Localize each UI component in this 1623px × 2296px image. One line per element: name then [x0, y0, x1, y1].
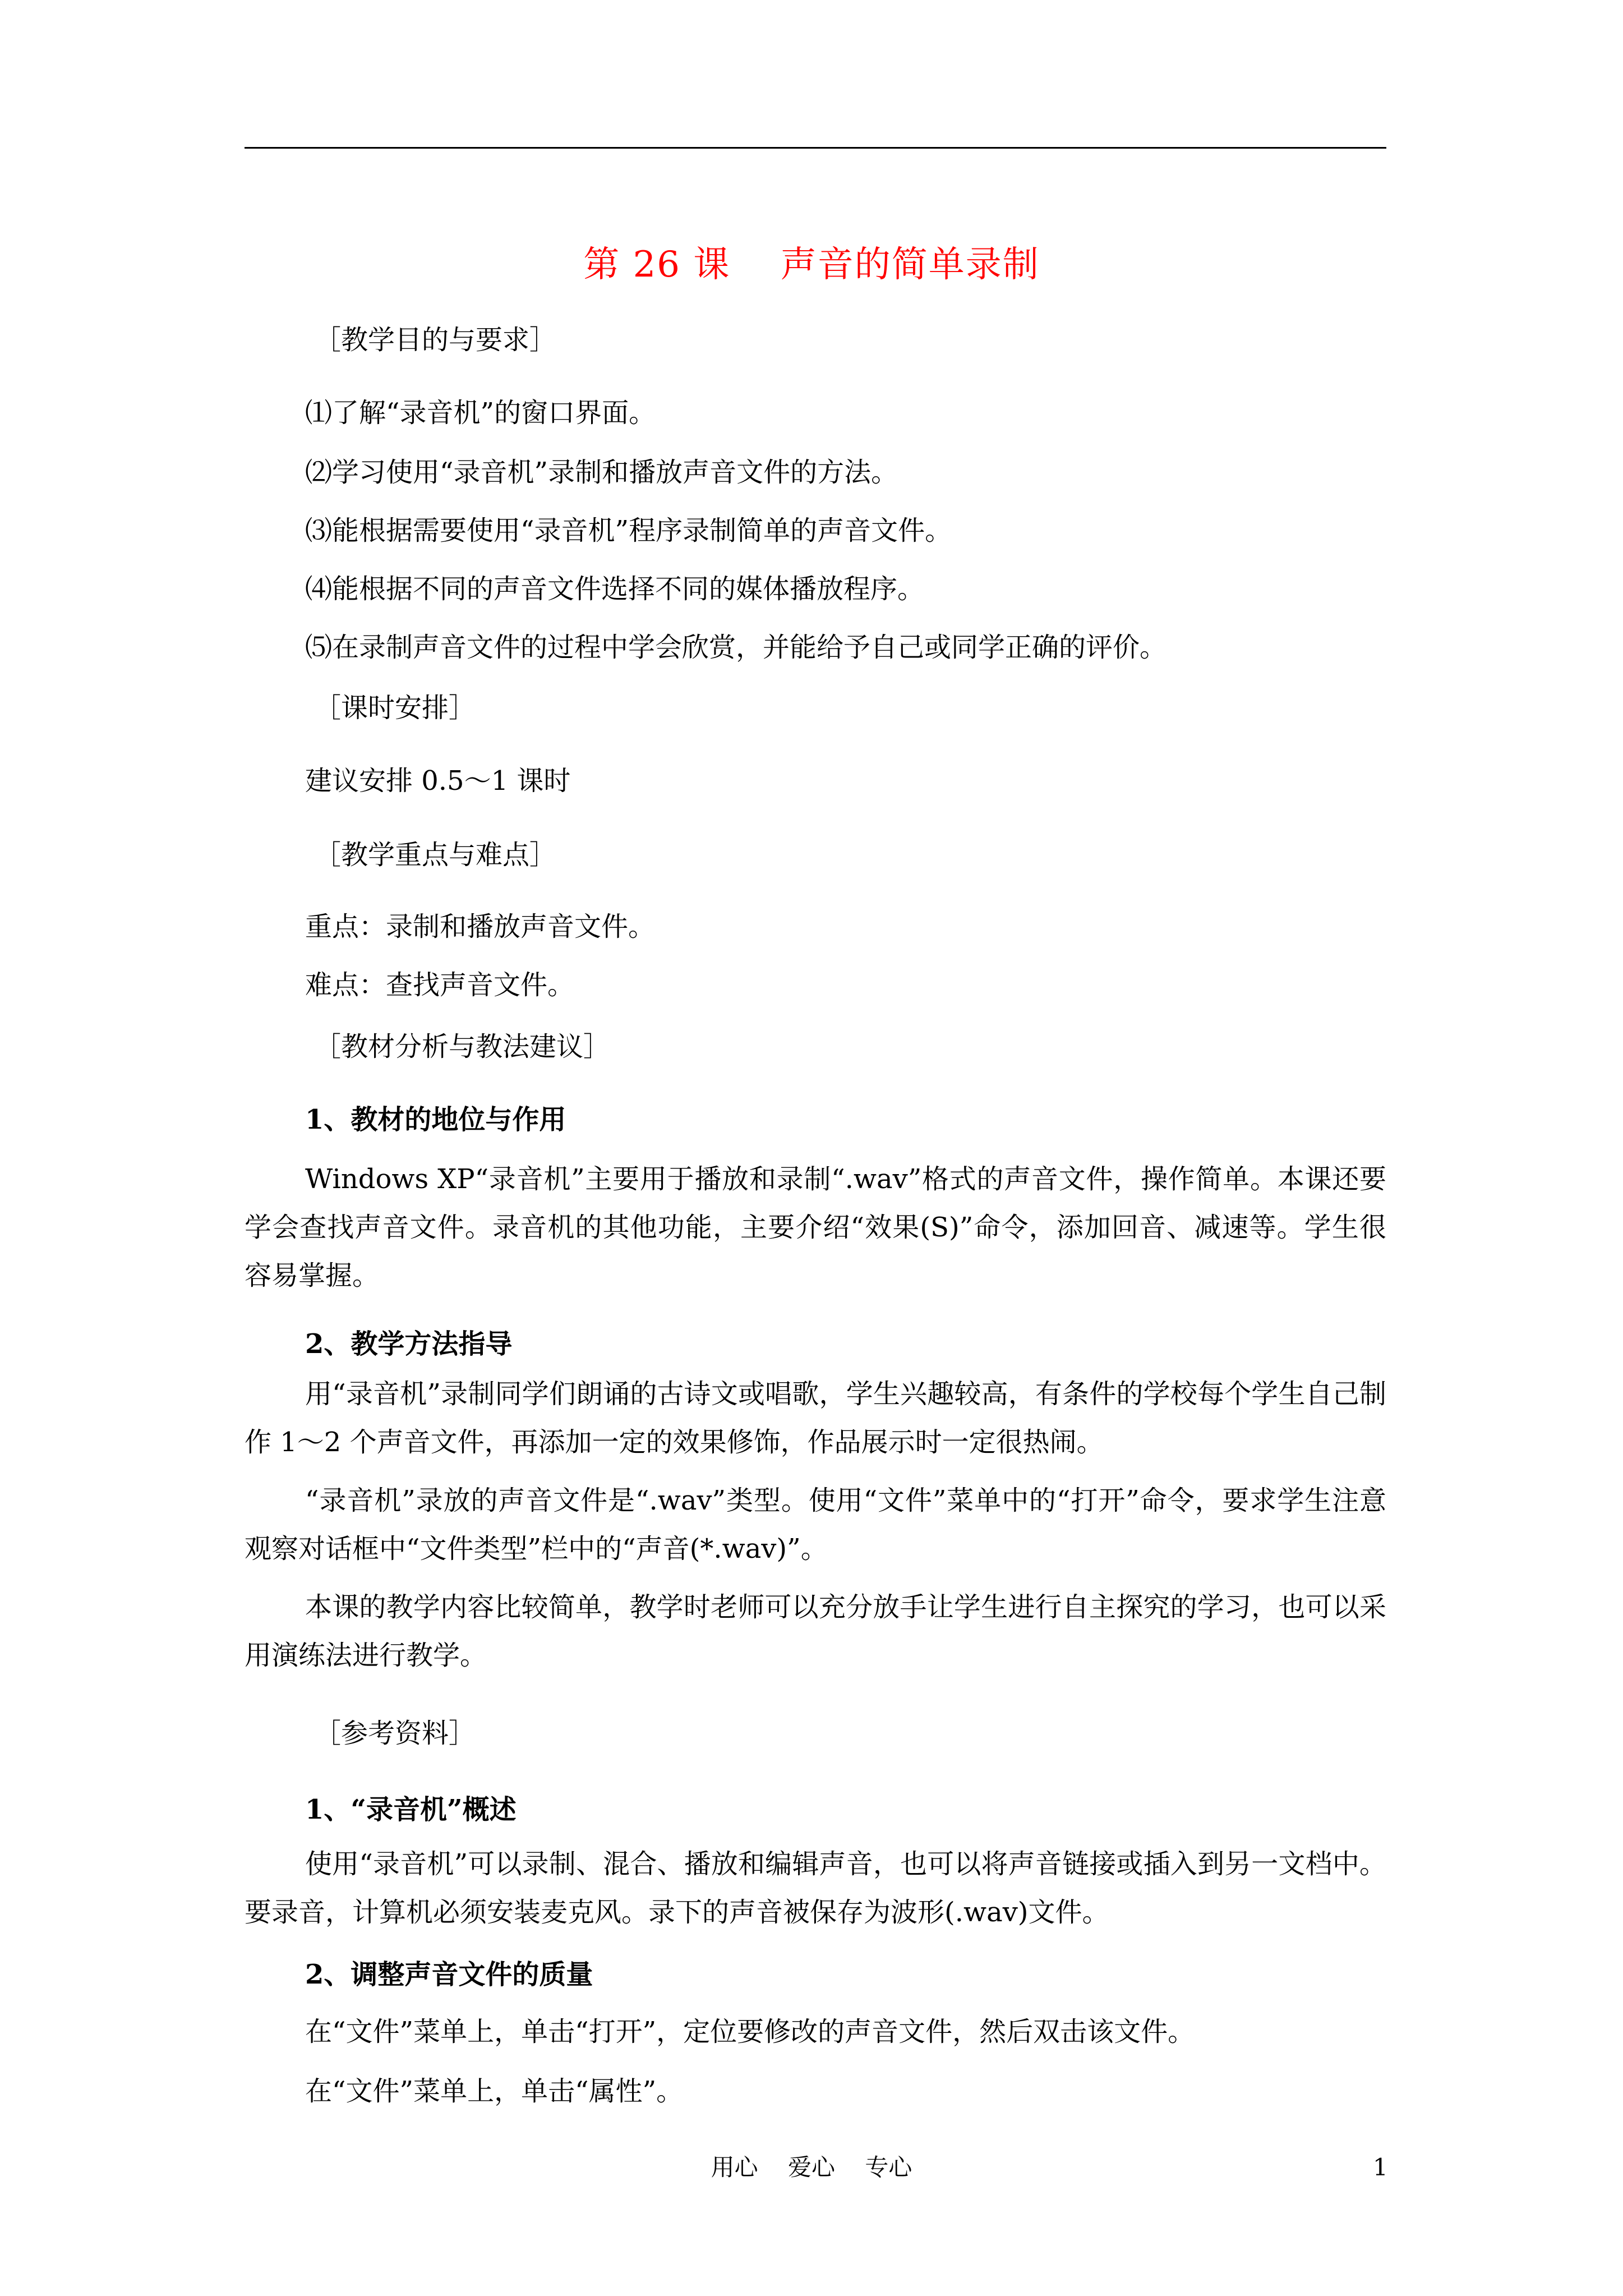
keypoint-text: 重点：录制和播放声音文件。 [305, 911, 656, 942]
objective-item: ⑸在录制声音文件的过程中学会欣赏，并能给予自己或同学正确的评价。 [305, 632, 1167, 663]
objectives-heading: ［教学目的与要求］ [314, 324, 557, 356]
analysis-heading: ［教材分析与教法建议］ [314, 1031, 611, 1062]
reference-subheading: 1、“录音机”概述 [305, 1794, 517, 1825]
reference-subheading: 2、调整声音文件的质量 [305, 1959, 593, 1990]
difficulty-text: 难点：查找声音文件。 [305, 969, 575, 1001]
analysis-paragraph: “录音机”录放的声音文件是“.wav”类型。使用“文件”菜单中的“打开”命令，要求学生注意观察对话框中“文件类型”栏中的“声音(*.wav)”。 [245, 1485, 1386, 1565]
objective-item: ⑷能根据不同的声音文件选择不同的媒体播放程序。 [305, 573, 925, 605]
analysis-subheading: 2、教学方法指导 [305, 1328, 513, 1360]
reference-paragraph: 使用“录音机”可以录制、混合、播放和编辑声音，也可以将声音链接或插入到另一文档中。要录音，计算机必须安装麦克风。录下的声音被保存为波形(.wav)文件。 [245, 1848, 1386, 1928]
analysis-paragraph: 用“录音机”录制同学们朗诵的古诗文或唱歌，学生兴趣较高，有条件的学校每个学生自己制作 1～2 个声音文件，再添加一定的效果修饰，作品展示时一定很热闹。 [245, 1378, 1386, 1458]
lesson-title: 第 26 课 声音的简单录制 [583, 244, 1040, 286]
objective-item: ⑶能根据需要使用“录音机”程序录制简单的声音文件。 [305, 515, 952, 546]
page-number: 1 [1373, 2154, 1388, 2181]
analysis-paragraph: Windows XP“录音机”主要用于播放和录制“.wav”格式的声音文件，操作简单。本课还要学会查找声音文件。录音机的其他功能，主要介绍“效果(S)”命令，添加回音、减速等。学生很容易掌握。 [245, 1163, 1386, 1291]
reference-paragraph: 在“文件”菜单上，单击“打开”，定位要修改的声音文件，然后双击该文件。 [305, 2016, 1195, 2047]
reference-heading: ［参考资料］ [314, 1718, 476, 1749]
footer-motto: 用心 爱心 专心 [711, 2154, 912, 2181]
objective-item: ⑵学习使用“录音机”录制和播放声音文件的方法。 [305, 457, 898, 488]
analysis-paragraph: 本课的教学内容比较简单，教学时老师可以充分放手让学生进行自主探究的学习，也可以采用演练法进行教学。 [245, 1591, 1386, 1671]
keypoints-heading: ［教学重点与难点］ [314, 839, 557, 871]
analysis-subheading: 1、教材的地位与作用 [305, 1104, 566, 1135]
reference-paragraph: 在“文件”菜单上，单击“属性”。 [305, 2076, 684, 2107]
schedule-heading: ［课时安排］ [314, 692, 476, 724]
header-rule [245, 147, 1386, 149]
objective-item: ⑴了解“录音机”的窗口界面。 [305, 397, 656, 429]
schedule-text: 建议安排 0.5～1 课时 [305, 765, 571, 797]
